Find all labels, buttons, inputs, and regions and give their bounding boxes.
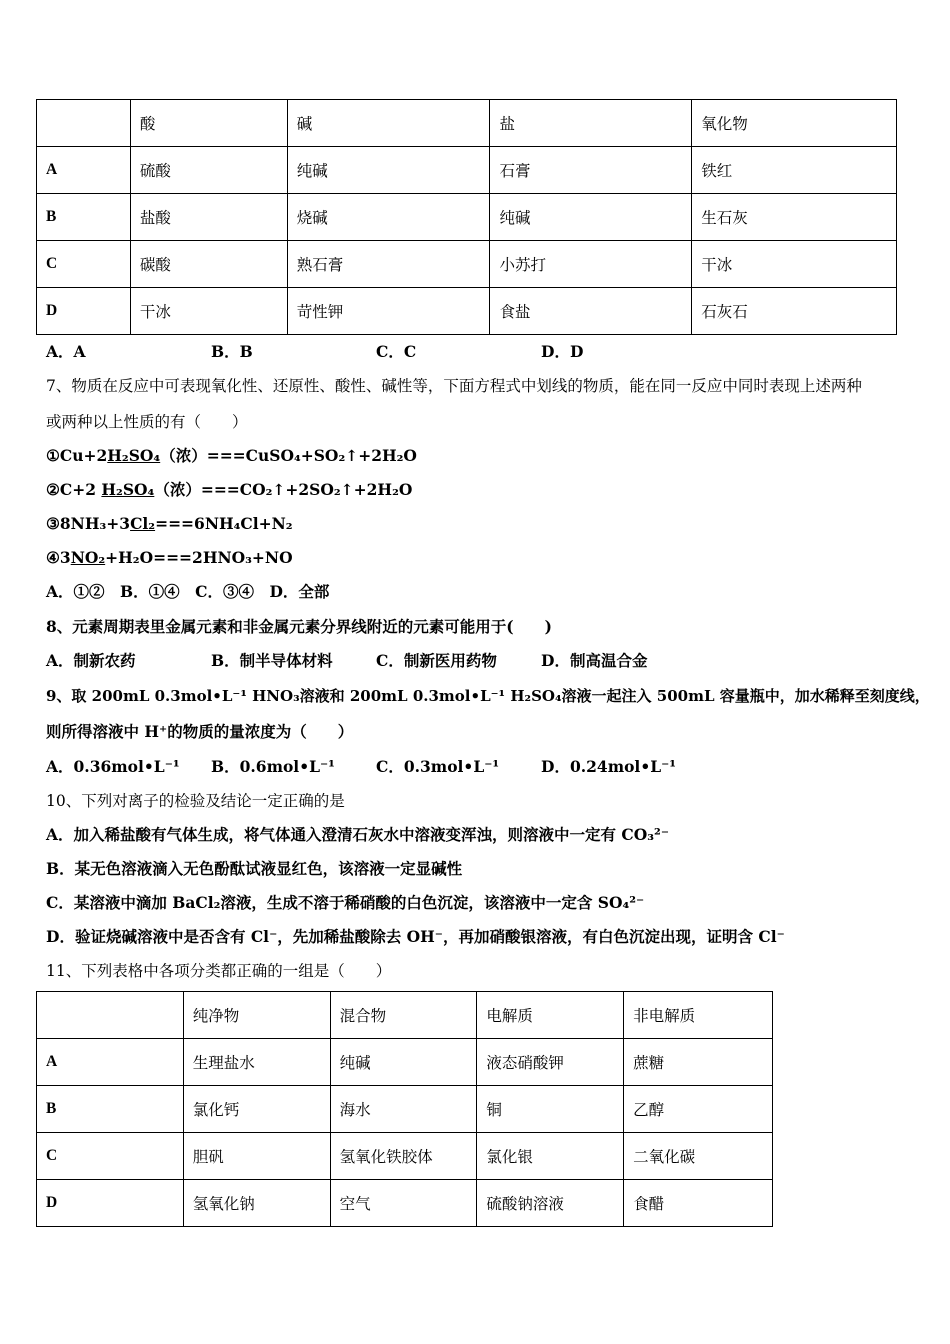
equation-text: ===6NH₄Cl+N₂ — [155, 514, 293, 533]
table-cell: 纯碱 — [287, 147, 490, 194]
q7-equation-1 — [46, 446, 417, 466]
table-header-cell: 混合物 — [330, 992, 477, 1039]
table-cell: 铜 — [477, 1086, 624, 1133]
table-cell: 烧碱 — [287, 194, 490, 241]
table-header-cell: 纯净物 — [183, 992, 330, 1039]
q7-equation-4 — [46, 548, 293, 568]
row-label: C — [37, 241, 131, 288]
table-cell: 氢氧化钠 — [183, 1180, 330, 1227]
row-label: B — [37, 194, 131, 241]
table-header-row — [37, 992, 773, 1039]
underlined-substance: NO₂ — [70, 548, 106, 567]
underlined-substance: H₂SO₄ — [101, 480, 155, 499]
table-row — [37, 288, 897, 335]
table-cell: 食醋 — [624, 1180, 773, 1227]
table-cell: 二氧化碳 — [624, 1133, 773, 1180]
equation-text: ①Cu+2 — [46, 446, 108, 465]
q10-option-a[interactable]: A．加入稀盐酸有气体生成，将气体通入澄清石灰水中溶液变浑浊，则溶液中一定有 CO₃²⁻ — [46, 825, 670, 844]
table-cell: 生理盐水 — [183, 1039, 330, 1086]
table-cell: 干冰 — [130, 288, 287, 335]
table-row — [37, 1086, 773, 1133]
q8-options — [46, 651, 647, 671]
option-c[interactable]: C．制新医用药物 — [376, 651, 497, 670]
classification-table-1 — [36, 99, 897, 335]
table-cell: 石膏 — [490, 147, 692, 194]
table-cell: 乙醇 — [624, 1086, 773, 1133]
table-row — [37, 194, 897, 241]
equation-text: +H₂O===2HNO₃+NO — [105, 548, 293, 567]
table-cell: 碳酸 — [130, 241, 287, 288]
table-cell: 纯碱 — [490, 194, 692, 241]
table-header-cell: 碱 — [287, 100, 490, 147]
q6-options — [46, 342, 583, 362]
q9-stem-line-1: 9、取 200mL 0.3mol•L⁻¹ HNO₃溶液和 200mL 0.3mol•L⁻¹ H₂SO₄溶液一起注入 500mL 容量瓶中，加水稀释至刻度线， — [46, 687, 930, 705]
option-a[interactable]: A．A — [46, 342, 86, 361]
equation-text: ②C+2 — [46, 480, 102, 499]
q7-equation-2 — [46, 480, 412, 500]
table-cell: 小苏打 — [490, 241, 692, 288]
table-header-cell: 酸 — [130, 100, 287, 147]
row-label: D — [37, 288, 131, 335]
row-label: D — [37, 1180, 184, 1227]
q10-option-c[interactable]: C．某溶液中滴加 BaCl₂溶液，生成不溶于稀硝酸的白色沉淀，该溶液中一定含 SO₄²⁻ — [46, 893, 645, 912]
option-a[interactable]: A．0.36mol•L⁻¹ — [46, 757, 180, 776]
table-header-cell: 氧化物 — [692, 100, 897, 147]
q7-options[interactable]: A．①② B．①④ C．③④ D．全部 — [46, 582, 330, 601]
equation-text: （浓）===CuSO₄+SO₂↑+2H₂O — [160, 446, 417, 465]
q7-stem-line-2: 或两种以上性质的有（ ） — [46, 413, 248, 431]
table-header-cell: 电解质 — [477, 992, 624, 1039]
equation-text: （浓）===CO₂↑+2SO₂↑+2H₂O — [154, 480, 413, 499]
q9-stem-line-2: 则所得溶液中 H⁺的物质的量浓度为（ ） — [46, 722, 354, 741]
option-b[interactable]: B．制半导体材料 — [211, 651, 333, 670]
table-header-cell: 盐 — [490, 100, 692, 147]
row-label: B — [37, 1086, 184, 1133]
option-b[interactable]: B．B — [211, 342, 253, 361]
table-cell: 胆矾 — [183, 1133, 330, 1180]
table-row — [37, 1133, 773, 1180]
row-label: C — [37, 1133, 184, 1180]
table-cell: 盐酸 — [130, 194, 287, 241]
table-cell: 蔗糖 — [624, 1039, 773, 1086]
q10-option-d[interactable]: D．验证烧碱溶液中是否含有 Cl⁻，先加稀盐酸除去 OH⁻，再加硝酸银溶液，有白色沉淀出现，证明含 Cl⁻ — [46, 927, 785, 946]
underlined-substance: Cl₂ — [130, 514, 156, 533]
table-cell: 干冰 — [692, 241, 897, 288]
row-label: A — [37, 147, 131, 194]
table-cell: 熟石膏 — [287, 241, 490, 288]
q10-option-b[interactable]: B．某无色溶液滴入无色酚酞试液显红色，该溶液一定显碱性 — [46, 859, 463, 878]
table-row — [37, 147, 897, 194]
classification-table-2 — [36, 991, 773, 1227]
table-header-row — [37, 100, 897, 147]
table-cell: 生石灰 — [692, 194, 897, 241]
option-b[interactable]: B．0.6mol•L⁻¹ — [211, 757, 335, 776]
table-cell: 石灰石 — [692, 288, 897, 335]
q7-stem-line-1: 7、物质在反应中可表现氧化性、还原性、酸性、碱性等，下面方程式中划线的物质，能在同一反应中同时表现上述两种 — [46, 377, 862, 395]
option-c[interactable]: C．C — [376, 342, 417, 361]
equation-text: ④3 — [46, 548, 71, 567]
q7-equation-3 — [46, 514, 293, 534]
option-d[interactable]: D．D — [541, 342, 584, 361]
table-cell: 食盐 — [490, 288, 692, 335]
table-cell: 硫酸钠溶液 — [477, 1180, 624, 1227]
table-cell: 苛性钾 — [287, 288, 490, 335]
q8-stem: 8、元素周期表里金属元素和非金属元素分界线附近的元素可能用于( ) — [46, 617, 552, 636]
q10-stem: 10、下列对离子的检验及结论一定正确的是 — [46, 792, 345, 810]
table-cell — [37, 100, 131, 147]
option-d[interactable]: D．制高温合金 — [541, 651, 648, 670]
table-cell: 海水 — [330, 1086, 477, 1133]
table-cell — [37, 992, 184, 1039]
table-cell: 氢氧化铁胶体 — [330, 1133, 477, 1180]
option-a[interactable]: A．制新农药 — [46, 651, 136, 670]
option-d[interactable]: D．0.24mol•L⁻¹ — [541, 757, 677, 776]
equation-text: ③8NH₃+3 — [46, 514, 131, 533]
q11-stem: 11、下列表格中各项分类都正确的一组是（ ） — [46, 962, 392, 980]
q9-options — [46, 757, 676, 777]
underlined-substance: H₂SO₄ — [107, 446, 161, 465]
table-cell: 空气 — [330, 1180, 477, 1227]
table-row — [37, 1039, 773, 1086]
option-c[interactable]: C．0.3mol•L⁻¹ — [376, 757, 500, 776]
table-cell: 氯化银 — [477, 1133, 624, 1180]
table-cell: 液态硝酸钾 — [477, 1039, 624, 1086]
table-cell: 纯碱 — [330, 1039, 477, 1086]
table-cell: 铁红 — [692, 147, 897, 194]
table-row — [37, 1180, 773, 1227]
row-label: A — [37, 1039, 184, 1086]
table-cell: 硫酸 — [130, 147, 287, 194]
table-row — [37, 241, 897, 288]
table-cell: 氯化钙 — [183, 1086, 330, 1133]
table-header-cell: 非电解质 — [624, 992, 773, 1039]
